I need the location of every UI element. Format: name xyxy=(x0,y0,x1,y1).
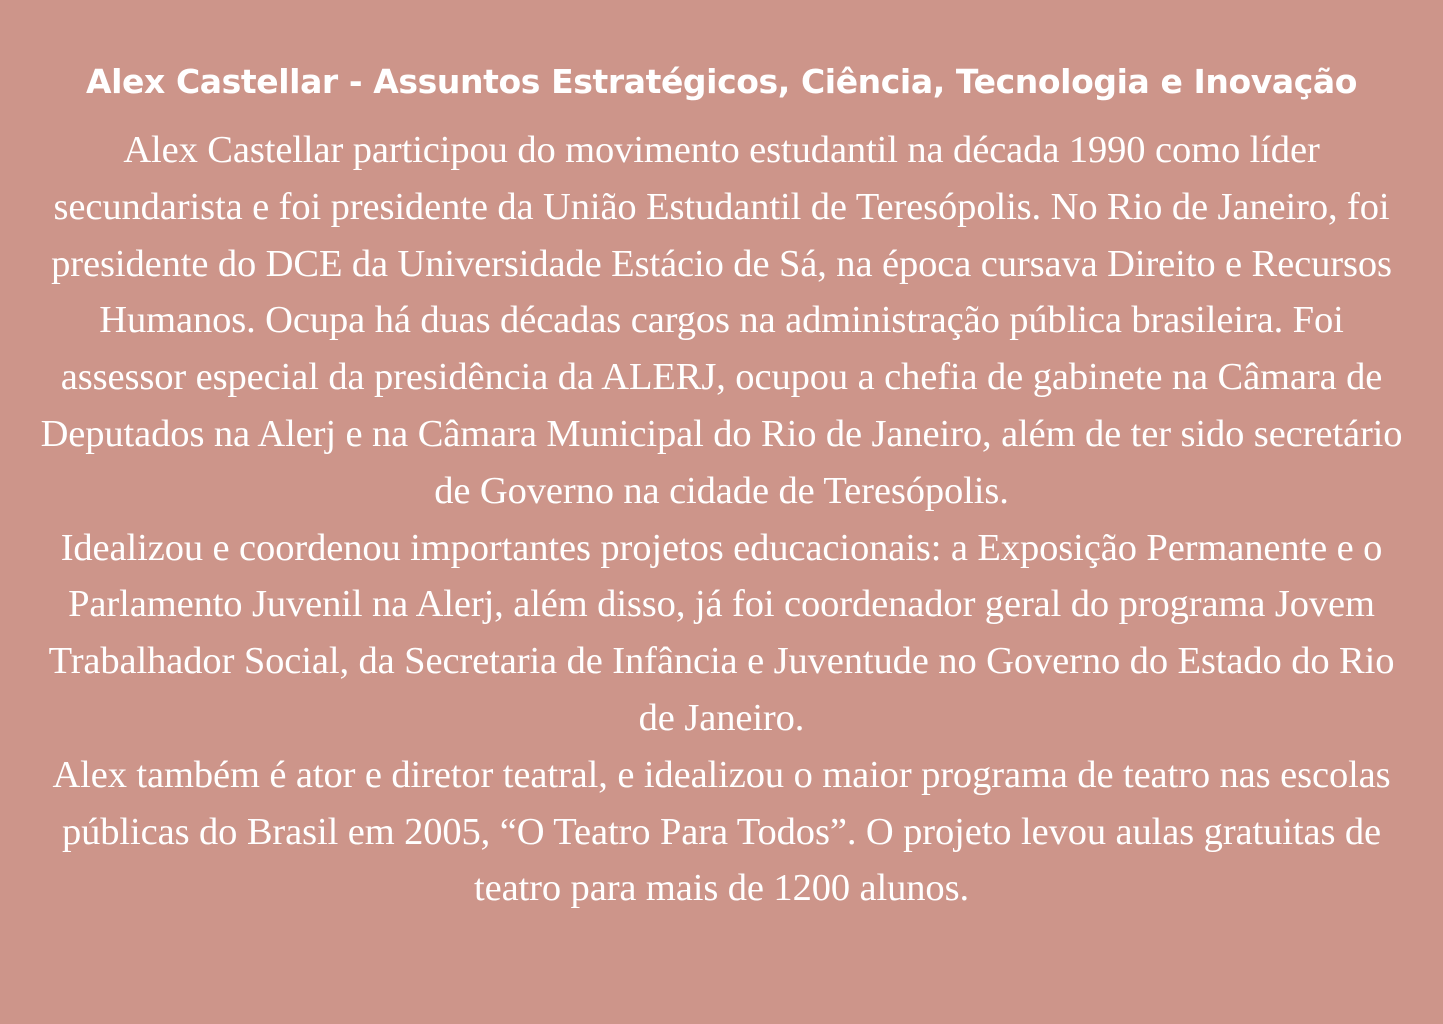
page-title: Alex Castellar - Assuntos Estratégicos, Ciência, Tecnologia e Inovação xyxy=(85,62,1358,101)
bio-paragraph-career: Alex Castellar participou do movimento estudantil na década 1990 como líder secundarista e foi presidente da União Estudantil de Teresópolis. No Rio de Janeiro, foi presidente do DCE da Universidade Estácio de Sá, na época cursava Direito e Recursos Humanos. Ocupa há duas décadas cargos na administração pública brasileira. Foi assessor especial da presidência da ALERJ, ocupou a chefia de gabinete na Câmara de Deputados na Alerj e na Câmara Municipal do Rio de Janeiro, além de ter sido secretário de Governo na cidade de Teresópolis. xyxy=(40,129,1403,512)
bio-text xyxy=(40,122,1403,917)
bio-paragraph-theatre: Alex também é ator e diretor teatral, e idealizou o maior programa de teatro nas escolas públicas do Brasil em 2005, “O Teatro Para Todos”. O projeto levou aulas gratuitas de teatro para mais de 1200 alunos. xyxy=(52,753,1391,910)
bio-paragraph-projects: Idealizou e coordenou importantes projetos educacionais: a Exposição Permanente e o Parlamento Juvenil na Alerj, além disso, já foi coordenador geral do programa Jovem Trabalhador Social, da Secretaria de Infância e Juventude no Governo do Estado do Rio de Janeiro. xyxy=(48,526,1395,739)
